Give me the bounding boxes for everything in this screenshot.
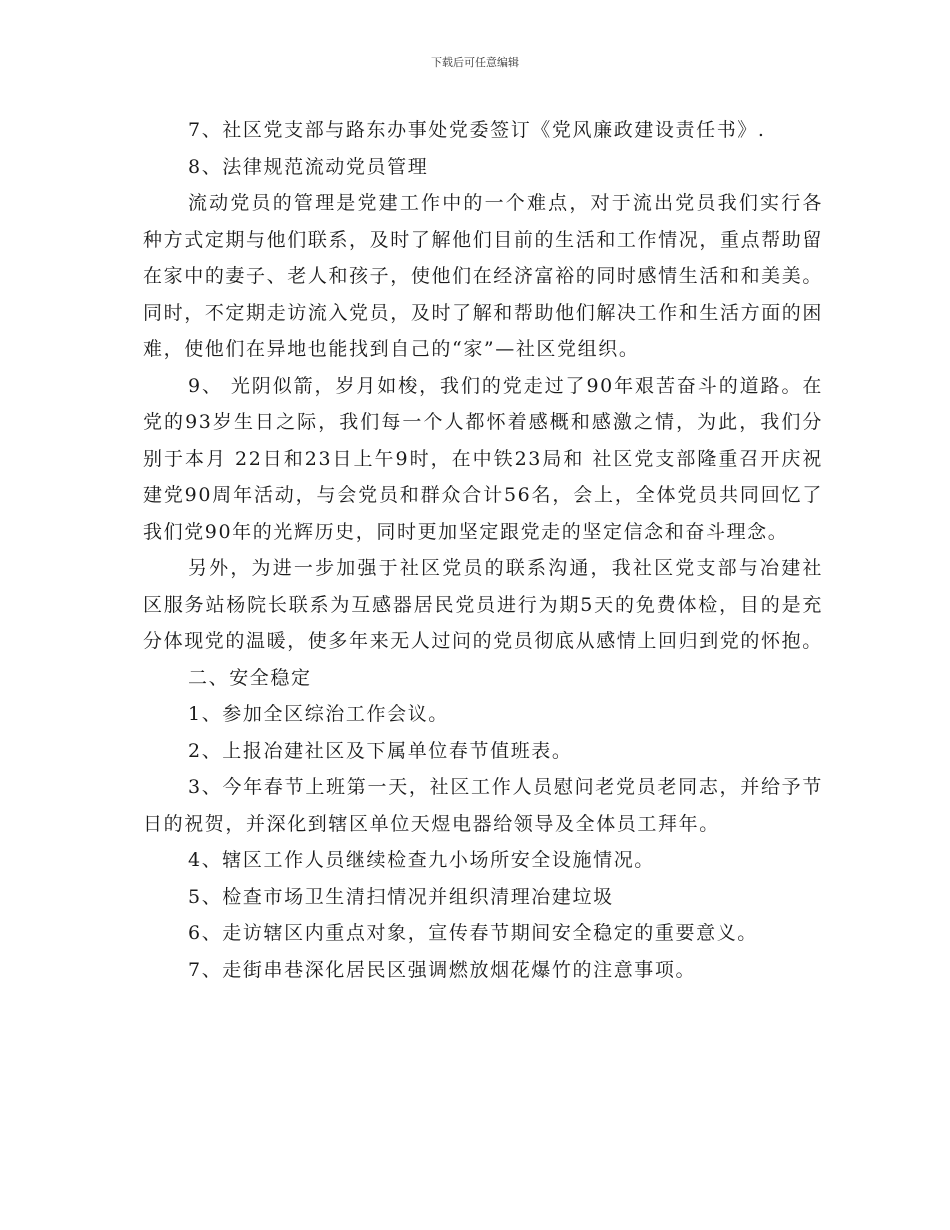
document-body bbox=[143, 112, 823, 988]
paragraph-item-8-heading: 8、法律规范流动党员管理 bbox=[188, 155, 429, 178]
list-item-4: 4、辖区工作人员继续检查九小场所安全设施情况。 bbox=[188, 849, 655, 871]
page-header-note: 下载后可任意编辑 bbox=[431, 56, 519, 69]
list-item-1: 1、参加全区综治工作会议。 bbox=[188, 703, 449, 725]
paragraph-item-9-anniversary: 9、 光阴似箭，岁月如梭，我们的党走过了90年艰苦奋斗的道路。在党的93岁生日之际，我们每一个人都怀着感概和感激之情，为此，我们分别于本月 22日和23日上午9时，在中铁23局和 社区党支部隆重召开庆祝建党90周年活动，与会党员和群众合计56名，会上，全体党员共同回忆了我们党90年的光辉历史，同时更加坚定跟党走的坚定信念和奋斗理念。 bbox=[143, 374, 823, 543]
list-item-3: 3、今年春节上班第一天，社区工作人员慰问老党员老同志，并给予节日的祝贺，并深化到辖区单位天煜电器给领导及全体员工拜年。 bbox=[143, 776, 823, 835]
paragraph-floating-members: 流动党员的管理是党建工作中的一个难点，对于流出党员我们实行各种方式定期与他们联系，及时了解他们目前的生活和工作情况，重点帮助留在家中的妻子、老人和孩子，使他们在经济富裕的同时感情生活和和美美。同时，不定期走访流入党员，及时了解和帮助他们解决工作和生活方面的困难，使他们在异地也能找到自己的“家”—社区党组织。 bbox=[143, 192, 823, 360]
section-heading-safety: 二、安全稳定 bbox=[188, 666, 312, 689]
paragraph-health-check: 另外，为进一步加强于社区党员的联系沟通，我社区党支部与冶建社区服务站杨院长联系为互感器居民党员进行为期5天的免费体检，目的是充分体现党的温暖，使多年来无人过问的党员彻底从感情上回归到党的怀抱。 bbox=[143, 557, 823, 652]
list-item-7: 7、走街串巷深化居民区强调燃放烟花爆竹的注意事项。 bbox=[188, 958, 697, 981]
list-item-5: 5、检查市场卫生清扫情况并组织清理冶建垃圾 bbox=[188, 885, 614, 908]
paragraph-item-7-responsibility: 7、社区党支部与路东办事处党委签订《党风廉政建设责任书》. bbox=[188, 119, 766, 141]
list-item-2: 2、上报冶建社区及下属单位春节值班表。 bbox=[188, 739, 573, 762]
list-item-6: 6、走访辖区内重点对象，宣传春节期间安全稳定的重要意义。 bbox=[188, 922, 758, 944]
